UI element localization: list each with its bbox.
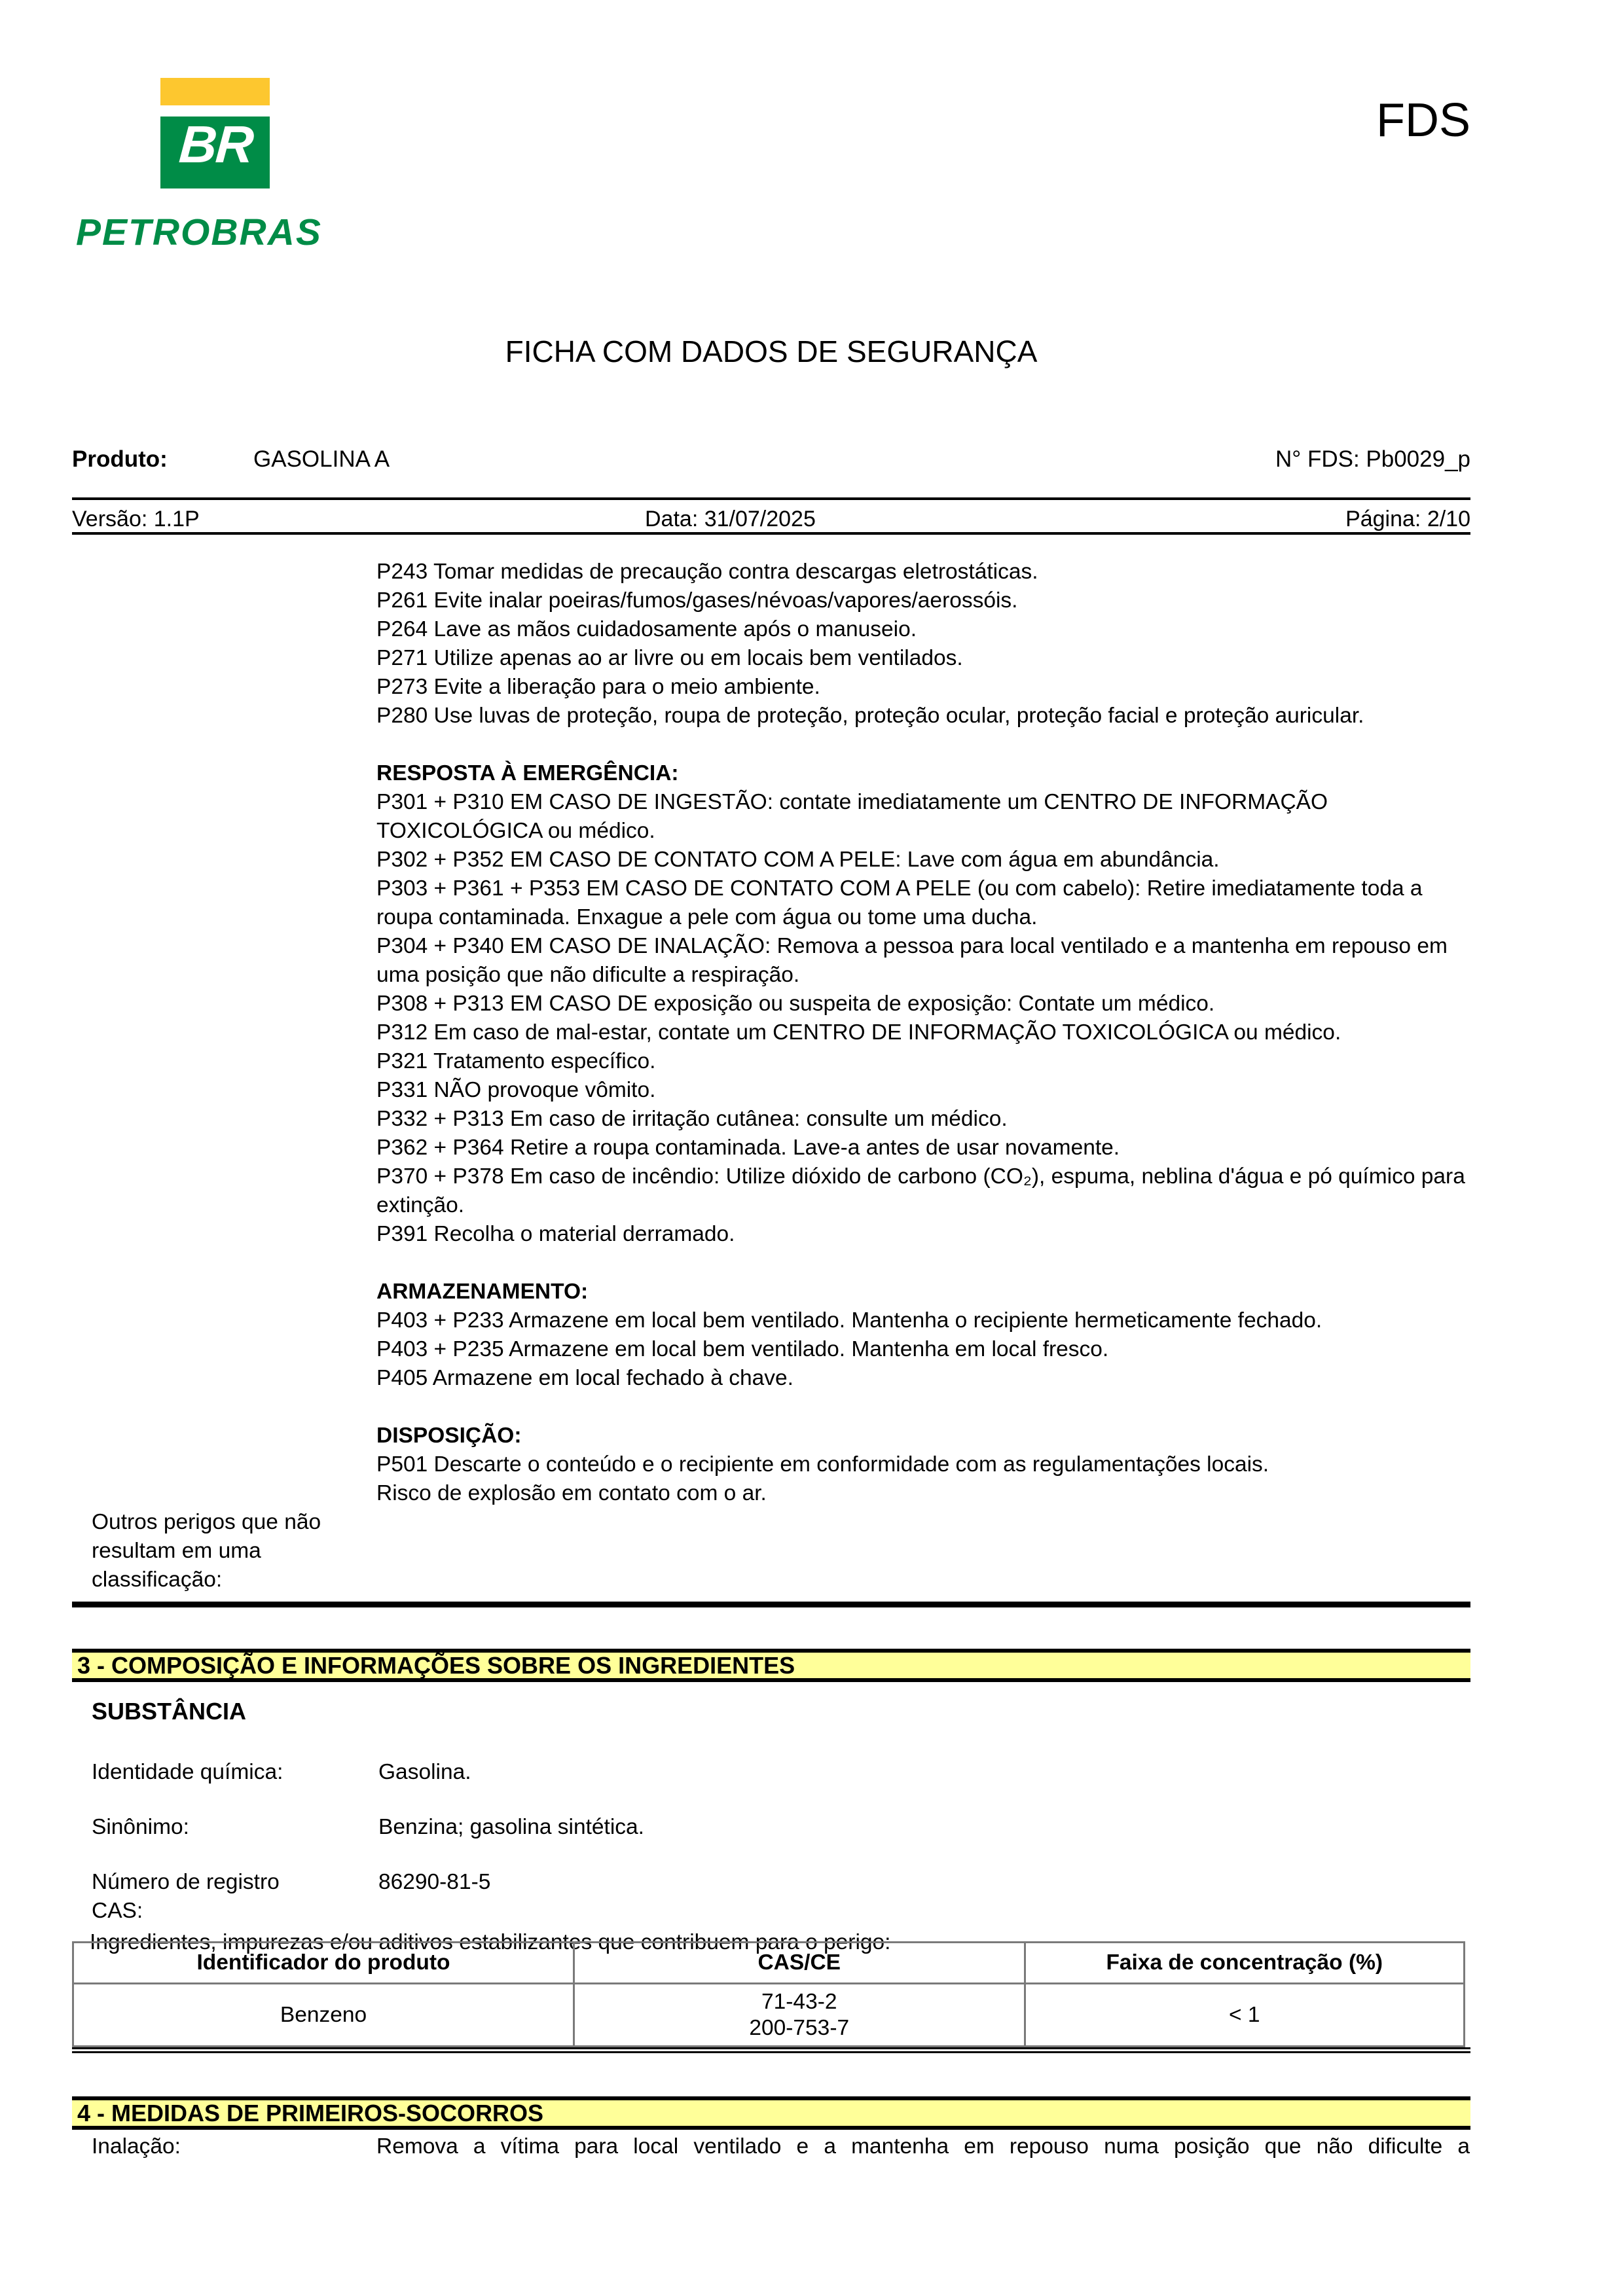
p-statement: P370 + P378 Em caso de incêndio: Utilize dióxido de carbono (CO₂), espuma, neblina d'água e pó químico para extinção. [376, 1164, 1465, 1217]
p-statement: P332 + P313 Em caso de irritação cutânea: consulte um médico. [376, 1107, 1008, 1131]
disposal-heading: DISPOSIÇÃO: [376, 1424, 522, 1448]
emergency-response-heading: RESPOSTA À EMERGÊNCIA: [376, 761, 679, 785]
inhalation-text: Remova a vítima para local ventilado e a mantenha em repouso numa posição que não dificulte a [376, 2134, 1470, 2159]
p-statement: P304 + P340 EM CASO DE INALAÇÃO: Remova a pessoa para local ventilado e a mantenha em repouso em uma posição que não dificulte a respiração. [376, 934, 1448, 987]
other-hazards-value: Risco de explosão em contato com o ar. [376, 1481, 767, 1505]
p-statement: P264 Lave as mãos cuidadosamente após o manuseio. [376, 617, 917, 641]
precautionary-statements-block [376, 558, 1471, 1508]
p-statement: P302 + P352 EM CASO DE CONTATO COM A PELE: Lave com água em abundância. [376, 848, 1220, 872]
cell-cas-numbers [574, 1984, 1025, 2047]
cas-number-label: Número de registro CAS: [92, 1870, 280, 1923]
p-statement: P321 Tratamento específico. [376, 1049, 656, 1073]
p-statement: P403 + P235 Armazene em local bem ventilado. Mantenha em local fresco. [376, 1337, 1109, 1361]
cas-number-line: 71-43-2 [761, 1989, 837, 2014]
p-statement: P362 + P364 Retire a roupa contaminada. Lave-a antes de usar novamente. [376, 1136, 1120, 1160]
product-row [72, 446, 1470, 475]
table-header-row [73, 1943, 1465, 1984]
cell-concentration: < 1 [1025, 1984, 1465, 2047]
p-statement: P391 Recolha o material derramado. [376, 1222, 735, 1246]
ingredients-table [72, 1941, 1465, 2047]
col-header-product-identifier: Identificador do produto [73, 1943, 574, 1984]
section-end-double-rule [72, 2047, 1470, 2053]
p-statement: P331 NÃO provoque vômito. [376, 1078, 656, 1102]
chemical-identity-value: Gasolina. [378, 1760, 471, 1784]
p-statement: P303 + P361 + P353 EM CASO DE CONTATO COM A PELE (ou com cabelo): Retire imediatamente toda a roupa contaminada. Enxague a pele com água ou tome uma ducha. [376, 876, 1423, 929]
p-statement: P312 Em caso de mal-estar, contate um CENTRO DE INFORMAÇÃO TOXICOLÓGICA ou médico. [376, 1020, 1341, 1045]
petrobras-logo-green-box [160, 117, 270, 188]
p-statement: P308 + P313 EM CASO DE exposição ou suspeita de exposição: Contate um médico. [376, 992, 1215, 1016]
chemical-identity-label: Identidade química: [92, 1760, 283, 1784]
p-statement: P273 Evite a liberação para o meio ambiente. [376, 675, 820, 699]
storage-heading: ARMAZENAMENTO: [376, 1280, 589, 1304]
substance-heading: SUBSTÂNCIA [92, 1698, 247, 1725]
petrobras-br-monogram: BR [177, 115, 255, 173]
table-row [73, 1984, 1465, 2047]
fds-number: N° FDS: Pb0029_p [1275, 446, 1470, 472]
petrobras-logo-yellow-bar [160, 78, 270, 105]
date-value: Data: 31/07/2025 [645, 507, 816, 531]
col-header-concentration-range: Faixa de concentração (%) [1025, 1943, 1465, 1984]
cell-product-name: Benzeno [73, 1984, 574, 2047]
product-value: GASOLINA A [253, 446, 390, 472]
ce-number-line: 200-753-7 [749, 2015, 850, 2040]
p-statement: P501 Descarte o conteúdo e o recipiente em conformidade com as regulamentações locais. [376, 1452, 1269, 1477]
petrobras-wordmark: PETROBRAS [76, 211, 322, 253]
section4-header-band: 4 - MEDIDAS DE PRIMEIROS-SOCORROS [72, 2096, 1470, 2130]
version-row [72, 507, 1470, 533]
product-label: Produto: [72, 446, 168, 472]
p-statement: P243 Tomar medidas de precaução contra descargas eletrostáticas. [376, 560, 1038, 584]
version-value: Versão: 1.1P [72, 507, 200, 531]
page-number: Página: 2/10 [1345, 507, 1470, 531]
p-statement: P271 Utilize apenas ao ar livre ou em locais bem ventilados. [376, 646, 963, 670]
col-header-cas-ce: CAS/CE [574, 1943, 1025, 1984]
inhalation-label: Inalação: [92, 2134, 181, 2159]
p-statement: P405 Armazene em local fechado à chave. [376, 1366, 793, 1390]
cas-number-value: 86290-81-5 [378, 1870, 491, 1894]
p-statement: P280 Use luvas de proteção, roupa de proteção, proteção ocular, proteção facial e proteção auricular. [376, 704, 1364, 728]
document-title: FICHA COM DADOS DE SEGURANÇA [505, 334, 1038, 368]
p-statement: P261 Evite inalar poeiras/fumos/gases/névoas/vapores/aerossóis. [376, 588, 1018, 613]
ingredients-note: Ingredientes, impurezas e/ou aditivos estabilizantes que contribuem para o perigo: [90, 1930, 891, 1954]
section3-header-band: 3 - COMPOSIÇÃO E INFORMAÇÕES SOBRE OS INGREDIENTES [72, 1649, 1470, 1682]
document-type-mark: FDS [1376, 94, 1470, 147]
p-statement: P403 + P233 Armazene em local bem ventilado. Mantenha o recipiente hermeticamente fechado. [376, 1308, 1322, 1333]
synonym-label: Sinônimo: [92, 1815, 189, 1839]
other-hazards-label: Outros perigos que não resultam em uma classificação: [92, 1510, 321, 1592]
section-divider-rule [72, 1602, 1470, 1607]
synonym-value: Benzina; gasolina sintética. [378, 1815, 644, 1839]
header-rule-top [72, 497, 1470, 500]
p-statement: P301 + P310 EM CASO DE INGESTÃO: contate imediatamente um CENTRO DE INFORMAÇÃO TOXICOLÓGICA ou médico. [376, 790, 1328, 843]
header-rule-bottom [72, 532, 1470, 535]
